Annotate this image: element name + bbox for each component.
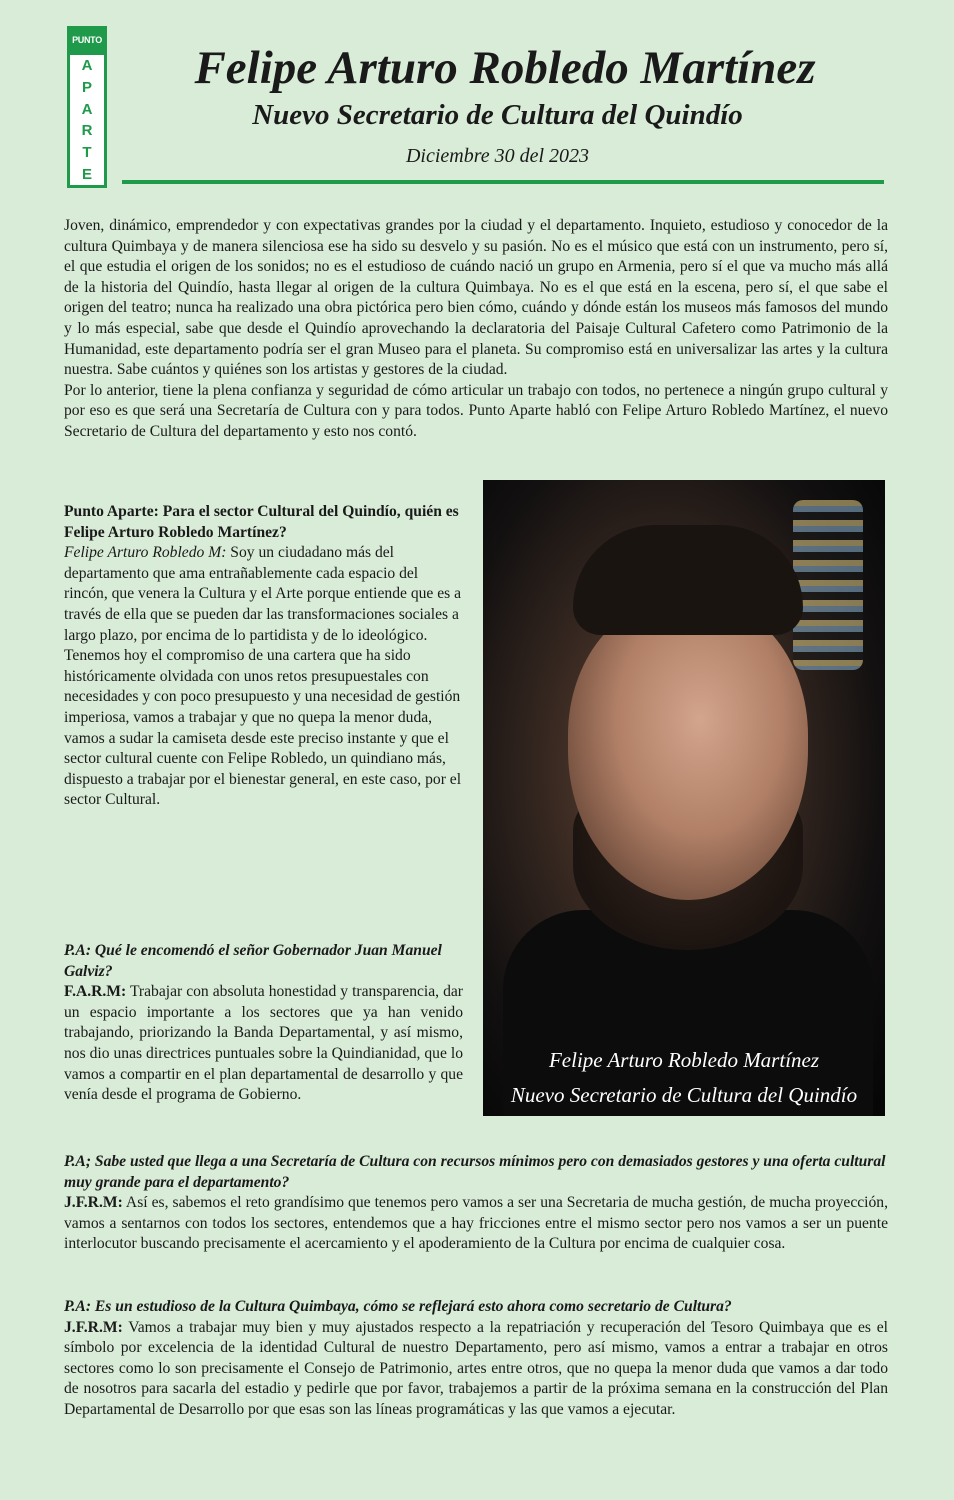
photo-hair (573, 525, 803, 635)
qa-block-2 (64, 941, 463, 1106)
photo-caption-role: Nuevo Secretario de Cultura del Quindío (510, 1083, 858, 1107)
punto-aparte-logo (67, 26, 107, 188)
answer-2-speaker: F.A.R.M: (64, 983, 127, 1001)
photo-background-lights (793, 500, 863, 670)
qa-block-3 (64, 1152, 888, 1255)
header-divider (122, 180, 884, 184)
intro-paragraph: Por lo anterior, tiene la plena confianza y seguridad de cómo articular un trabajo con todos, no pertenece a ningún grupo cultural y por eso es que será una Secretaría de Cultura con y para todos. Punto Aparte habló con Felipe Arturo Robledo Martínez, el nuevo Secretario de Cultura del departamento y esto nos contó. (64, 381, 888, 440)
question-3: P.A; Sabe usted que llega a una Secretaría de Cultura con recursos mínimos pero con demasiados gestores y una oferta cultural muy grande para el departamento? (64, 1153, 886, 1191)
publication-date: Diciembre 30 del 2023 (405, 145, 590, 167)
logo-letters (70, 55, 104, 185)
logo-letter: P (81, 78, 92, 96)
answer-4-speaker: J.F.R.M: (64, 1318, 123, 1336)
answer-3-text: Así es, sabemos el reto grandísimo que tenemos pero vamos a ser una Secretaria de mucha gestión, de mucha proyección, vamos a sentarnos con todos los sectores, entendemos que a hay fricciones entre el mismo sector pero nos vamos a ser un puente interlocutor buscando precisamente el acercamiento y el apoderamiento de la Cultura por encima de cualquier cosa. (64, 1194, 888, 1253)
answer-1-speaker: Felipe Arturo Robledo M: (64, 544, 227, 562)
qa-block-4 (64, 1297, 888, 1421)
qa-block-1 (64, 502, 463, 811)
answer-4-text: Vamos a trabajar muy bien y muy ajustados respecto a la repatriación y recuperación del Tesoro Quimbaya que es el símbolo por excelencia de la identidad Cultural de nuestro Departamento, pero así mismo, vamos a entrar a trabajar en otros sectores como lo son precisamente el Consejo de Patrimonio, artes entre otros, que no quepa la menor duda que vamos a dar todo de nosotros para sacarla del estadio y pedirle que por favor, trabajemos a partir de la próxima semana en la construcción del Plan Departamental de Desarrollo por que esas son las líneas programáticas y las que vamos a ejecutar. (64, 1318, 888, 1418)
logo-letter: A (81, 57, 93, 74)
logo-top-text: PUNTO (72, 35, 102, 45)
answer-3 (64, 1193, 888, 1255)
photo-caption-name: Felipe Arturo Robledo Martínez (548, 1048, 820, 1072)
answer-1-text: Soy un ciudadano más del departamento que ama entrañablemente cada espacio del rincón, que venera la Cultura y el Arte porque entiende que es a través de ella que se pueden dar las transformaciones sociales a largo plazo, por encima de lo partidista y de lo ideológico. Tenemos hoy el compromiso de una cartera que ha sido históricamente olvidada con unos retos presupuestales con necesidades y con poco presupuesto y una necesidad de gestión imperiosa, vamos a trabajar y que no quepa la menor duda, vamos a sudar la camiseta desde este preciso instante y que el sector cultural cuente con Felipe Robledo, un quindiano más, dispuesto a trabajar por el bienestar general, en este caso, por el sector Cultural. (64, 544, 462, 809)
intro-section (64, 216, 888, 443)
question-1: Punto Aparte: Para el sector Cultural del Quindío, quién es Felipe Arturo Robledo Martínez? (64, 503, 459, 541)
logo-letter: A (81, 100, 93, 118)
answer-3-speaker: J.F.R.M: (64, 1194, 123, 1212)
question-4: P.A: Es un estudioso de la Cultura Quimbaya, cómo se reflejará esto ahora como secretario de Cultura? (64, 1298, 732, 1315)
logo-letter: E (81, 165, 92, 183)
answer-1 (64, 543, 463, 811)
photo-face (568, 600, 808, 900)
logo-letter: R (81, 122, 93, 140)
answer-2 (64, 982, 463, 1106)
page-subtitle: Nuevo Secretario de Cultura del Quindío (252, 99, 743, 131)
intro-paragraph: Joven, dinámico, emprendedor y con expectativas grandes por la ciudad y el departamento. Inquieto, estudioso y conocedor de la cultura Quimbaya y de manera silenciosa ese ha sido su desvelo y su pasión. No es el músico que está con un instrumento, pero sí, el que estudia el origen de los sonidos; no es el estudioso de cuándo nació un grupo en Armenia, pero sí el que va mucho más allá de la historia del Quindío, hasta llegar al origen de la cultura Quimbaya. No es el que está en la escena, pero sí, el que sabe el origen del teatro; nunca ha realizado una obra pictórica pero bien cómo, cuándo y dónde están los museos más famosos del mundo y lo más especial, sabe que desde el Quindío aprovechando la declaratoria del Paisaje Cultural Cafetero como Patrimonio de la Humanidad, este departamento podría ser el gran Museo para el planeta. Su compromiso está en universalizar las artes y la cultura nuestra. Sabe cuántos y quiénes son los artistas y gestores de la ciudad. (64, 217, 888, 379)
page-title: Felipe Arturo Robledo Martínez (194, 42, 816, 94)
logo-letter: T (82, 144, 92, 162)
answer-2-text: Trabajar con absoluta honestidad y transparencia, dar un espacio importante a los sectores que ya han venido trabajando, priorizando la Banda Departamental, y así mismo, nos dio unas directrices puntuales sobre la Quindianidad, que lo vamos a compartir en el plan departamental de desarrollo y que venía desde el programa de Gobierno. (64, 983, 463, 1104)
question-2: P.A: Qué le encomendó el señor Gobernador Juan Manuel Galviz? (64, 942, 442, 980)
answer-4 (64, 1318, 888, 1421)
portrait-photo (483, 480, 885, 1116)
